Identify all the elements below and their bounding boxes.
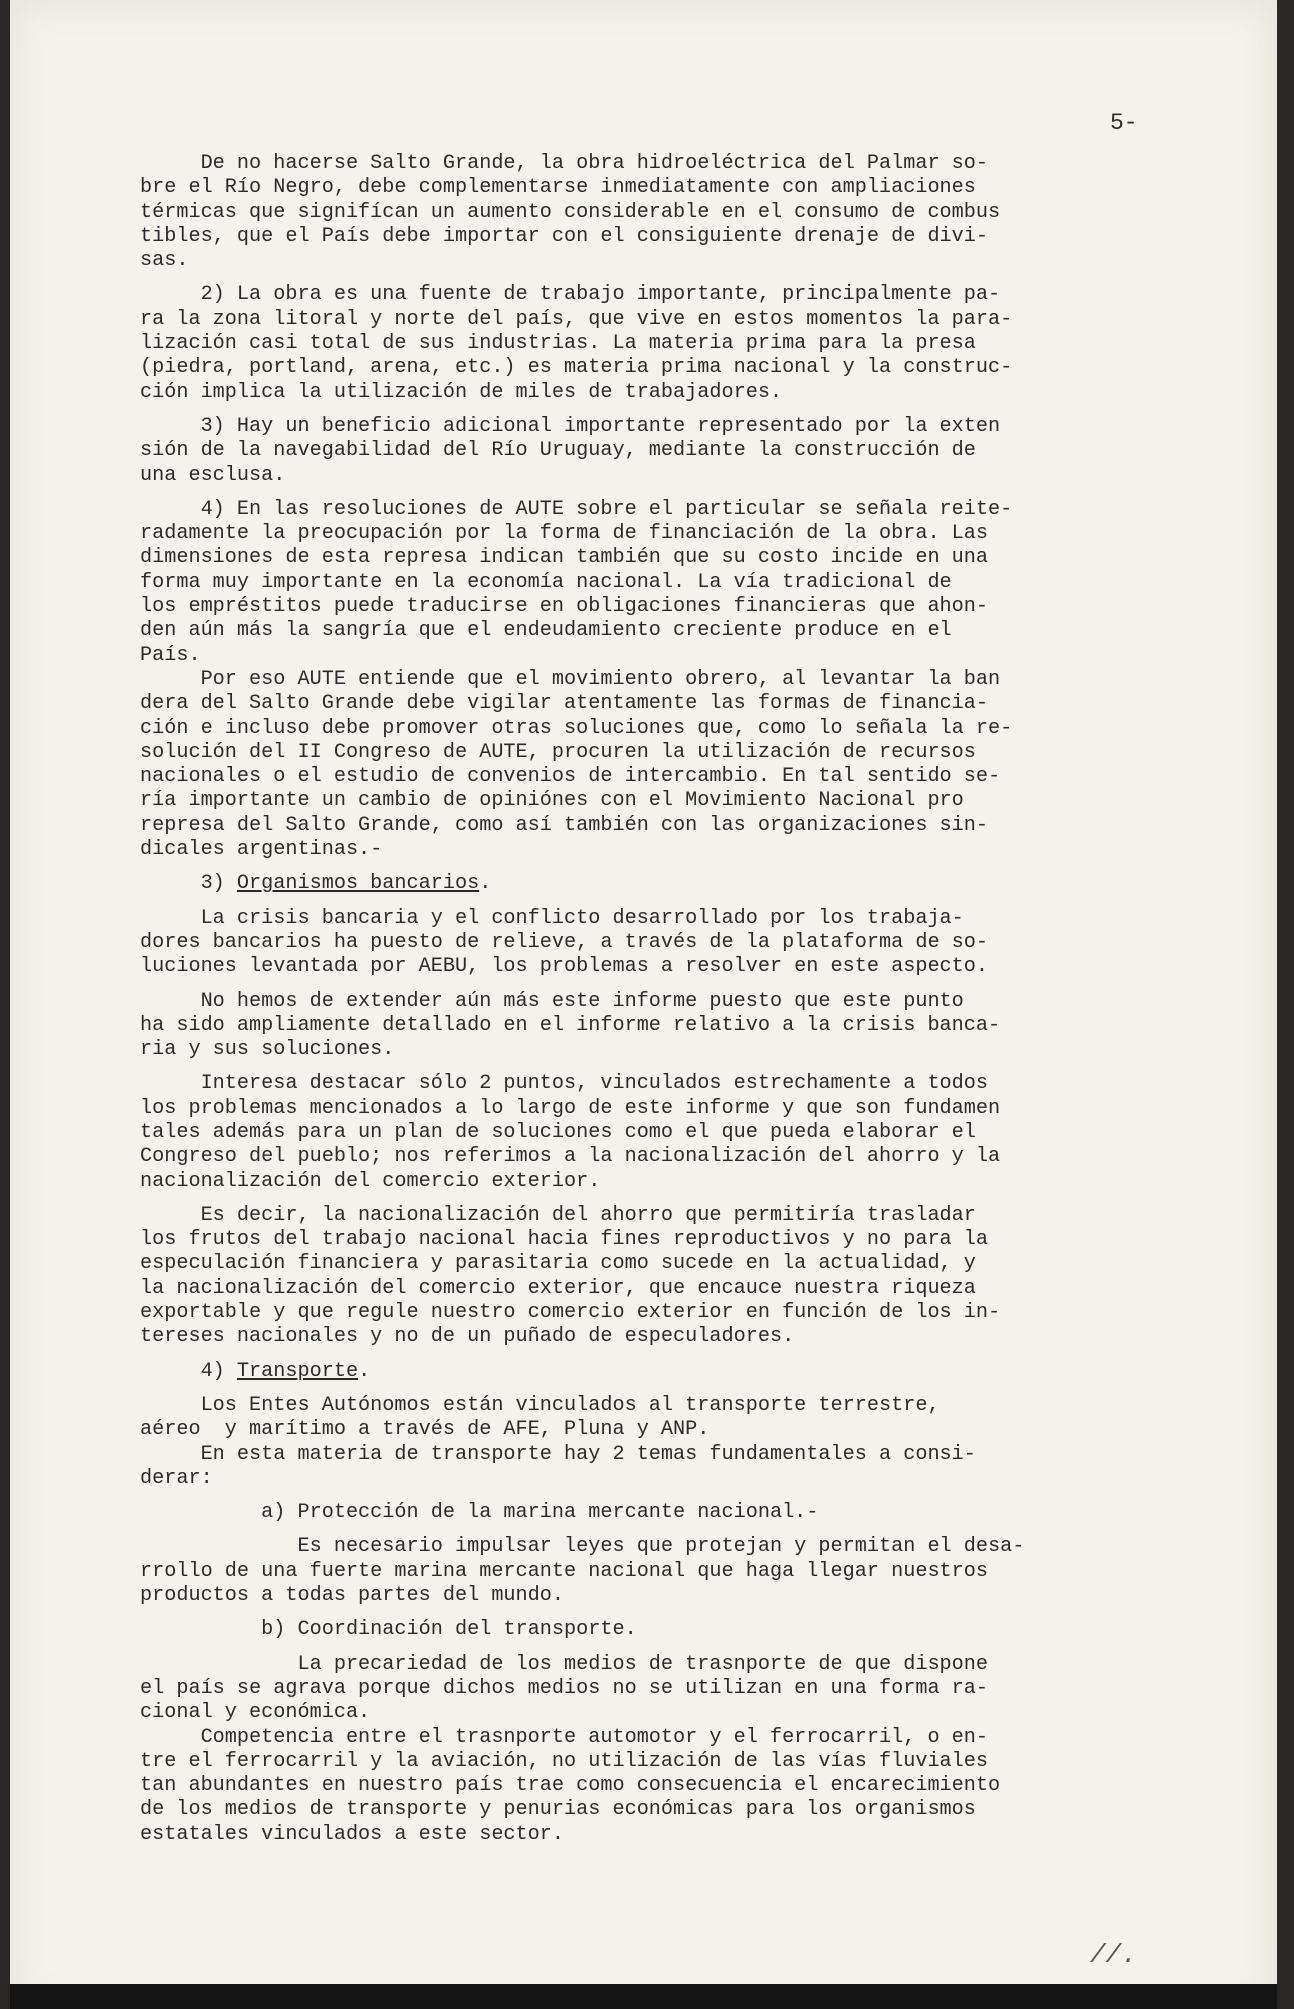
text-line: ción implica la utilización de miles de trabajadores. <box>140 380 783 404</box>
text-line: bre el Río Negro, debe complementarse inmediatamente con ampliaciones <box>140 176 976 200</box>
text-line: los empréstitos puede traducirse en obligaciones financieras que ahon- <box>140 595 989 619</box>
text-line: de los medios de transporte y penurias económicas para los organismos <box>140 1798 976 1822</box>
text-line: Interesa destacar sólo 2 puntos, vinculados estrechamente a todos <box>140 1072 989 1096</box>
section-title-end: . <box>358 1359 371 1383</box>
paragraph-gap <box>140 1384 1160 1394</box>
section-number: 4) <box>140 1359 237 1383</box>
text-line: aéreo y marítimo a través de AFE, Pluna y ANP. <box>140 1418 710 1442</box>
text-line: rrollo de una fuerte marina mercante nacional que haga llegar nuestros <box>140 1559 989 1583</box>
page-number: 5- <box>1110 110 1138 136</box>
paragraph-gap <box>140 1491 1160 1501</box>
paragraph-gap <box>140 1525 1160 1535</box>
text-line: La crisis bancaria y el conflicto desarrollado por los trabaja- <box>140 906 964 930</box>
paragraph-gap <box>140 980 1160 990</box>
text-line: térmicas que signifícan un aumento considerable en el consumo de combus <box>140 200 1001 224</box>
text-line: radamente la preocupación por la forma de financiación de la obra. Las <box>140 522 989 546</box>
paragraph-gap <box>140 1062 1160 1072</box>
text-line: ha sido ampliamente detallado en el informe relativo a la crisis banca- <box>140 1013 1001 1037</box>
text-line: dimensiones de esta represa indican también que su costo incide en una <box>140 546 989 570</box>
text-line: La precariedad de los medios de trasnporte de que dispone <box>140 1652 989 1676</box>
text-line: especulación financiera y parasitaria como sucede en la actualidad, y <box>140 1252 976 1276</box>
section-title: Organismos bancarios <box>236 872 480 896</box>
section-heading <box>140 1360 1160 1384</box>
text-line: tibles, que el País debe importar con el consiguiente drenaje de divi- <box>140 224 989 248</box>
text-line: lización casi total de sus industrias. La materia prima para la presa <box>140 332 976 356</box>
text-line: ra la zona litoral y norte del país, que vive en estos momentos la para- <box>140 307 1013 331</box>
text-line: 3) Hay un beneficio adicional importante representado por la exten <box>140 414 1001 438</box>
text-line: ria y sus soluciones. <box>140 1038 395 1062</box>
paragraph-gap <box>140 1643 1160 1653</box>
section-heading <box>140 872 1160 896</box>
text-line: tereses nacionales y no de un puñado de especuladores. <box>140 1325 795 1349</box>
text-line: ción e incluso debe promover otras soluciones que, como lo señala la re- <box>140 716 1013 740</box>
text-line: nacionales o el estudio de convenios de intercambio. En tal sentido se- <box>140 765 1001 789</box>
text-line: 2) La obra es una fuente de trabajo importante, principalmente pa- <box>140 283 1001 307</box>
text-line: En esta materia de transporte hay 2 temas fundamentales a consi- <box>140 1442 976 1466</box>
text-line: De no hacerse Salto Grande, la obra hidroeléctrica del Palmar so- <box>140 152 989 175</box>
paragraph-gap <box>140 1350 1160 1360</box>
text-line: nacionalización del comercio exterior. <box>140 1169 601 1193</box>
text-line: exportable y que regule nuestro comercio exterior en función de los in- <box>140 1301 1001 1325</box>
text-line: den aún más la sangría que el endeudamiento creciente produce en el <box>140 619 952 643</box>
paragraph <box>140 1501 1160 1525</box>
text-line: tan abundantes en nuestro país trae como consecuencia el encarecimiento <box>140 1774 1001 1798</box>
paragraph-gap <box>140 1194 1160 1204</box>
paragraph <box>140 1394 1160 1491</box>
paragraph <box>140 990 1160 1063</box>
section-number: 3) <box>140 872 237 896</box>
text-line: Es necesario impulsar leyes que protejan y permitan el desa- <box>140 1535 1025 1559</box>
document-body <box>140 152 1160 1847</box>
text-line: Es decir, la nacionalización del ahorro que permitiría trasladar <box>140 1203 976 1227</box>
text-line: Los Entes Autónomos están vinculados al transporte terrestre, <box>140 1393 940 1417</box>
continuation-mark: //. <box>1090 1940 1137 1970</box>
text-line: 4) En las resoluciones de AUTE sobre el particular se señala reite- <box>140 497 1013 521</box>
text-line: los frutos del trabajo nacional hacia fines reproductivos y no para la <box>140 1228 989 1252</box>
text-line: solución del II Congreso de AUTE, procuren la utilización de recursos <box>140 740 976 764</box>
paragraph <box>140 1618 1160 1642</box>
text-line: Competencia entre el trasnporte automotor y el ferrocarril, o en- <box>140 1725 989 1749</box>
text-line: tales además para un plan de soluciones como el que pueda elaborar el <box>140 1120 976 1144</box>
paragraph-gap <box>140 405 1160 415</box>
text-line: dicales argentinas.- <box>140 838 383 862</box>
paragraph <box>140 1535 1160 1608</box>
text-line: sión de la navegabilidad del Río Uruguay, mediante la construcción de <box>140 439 976 463</box>
paragraph <box>140 415 1160 488</box>
paragraph <box>140 498 1160 862</box>
text-line: cional y económica. <box>140 1701 371 1725</box>
paragraph <box>140 1204 1160 1350</box>
paragraph-gap <box>140 897 1160 907</box>
text-line: No hemos de extender aún más este informe puesto que este punto <box>140 989 964 1013</box>
text-line: b) Coordinación del transporte. <box>140 1618 637 1642</box>
paragraph-gap <box>140 862 1160 872</box>
paragraph-gap <box>140 488 1160 498</box>
text-line: el país se agrava porque dichos medios no se utilizan en una forma ra- <box>140 1676 989 1700</box>
paragraph <box>140 907 1160 980</box>
text-line: la nacionalización del comercio exterior, que encauce nuestra riqueza <box>140 1276 976 1300</box>
text-line: dores bancarios ha puesto de relieve, a través de la plataforma de so- <box>140 930 989 954</box>
section-title-end: . <box>479 872 492 896</box>
text-line: forma muy importante en la economía nacional. La vía tradicional de <box>140 570 952 594</box>
text-line: dera del Salto Grande debe vigilar atentamente las formas de financia- <box>140 692 989 716</box>
text-line: País. <box>140 643 201 667</box>
text-line: a) Protección de la marina mercante nacional.- <box>140 1501 819 1525</box>
text-line: tre el ferrocarril y la aviación, no utilización de las vías fluviales <box>140 1749 989 1773</box>
text-line: (piedra, portland, arena, etc.) es materia prima nacional y la construc- <box>140 356 1013 380</box>
scan-border <box>10 1984 1277 2009</box>
paragraph-gap <box>140 1608 1160 1618</box>
text-line: los problemas mencionados a lo largo de este informe y que son fundamen <box>140 1096 1001 1120</box>
text-line: luciones levantada por AEBU, los problemas a resolver en este aspecto. <box>140 955 989 979</box>
paragraph <box>140 152 1160 273</box>
text-line: sas. <box>140 249 189 273</box>
section-title: Transporte <box>236 1359 359 1383</box>
paragraph <box>140 1653 1160 1847</box>
text-line: estatales vinculados a este sector. <box>140 1822 565 1846</box>
text-line: una esclusa. <box>140 463 286 487</box>
text-line: represa del Salto Grande, como así también con las organizaciones sin- <box>140 813 989 837</box>
paragraph <box>140 283 1160 404</box>
text-line: Congreso del pueblo; nos referimos a la nacionalización del ahorro y la <box>140 1145 1001 1169</box>
paragraph <box>140 1072 1160 1193</box>
text-line: productos a todas partes del mundo. <box>140 1584 565 1608</box>
text-line: Por eso AUTE entiende que el movimiento obrero, al levantar la ban <box>140 667 1001 691</box>
text-line: derar: <box>140 1466 213 1490</box>
text-line: ría importante un cambio de opiniónes con el Movimiento Nacional pro <box>140 789 964 813</box>
paragraph-gap <box>140 273 1160 283</box>
